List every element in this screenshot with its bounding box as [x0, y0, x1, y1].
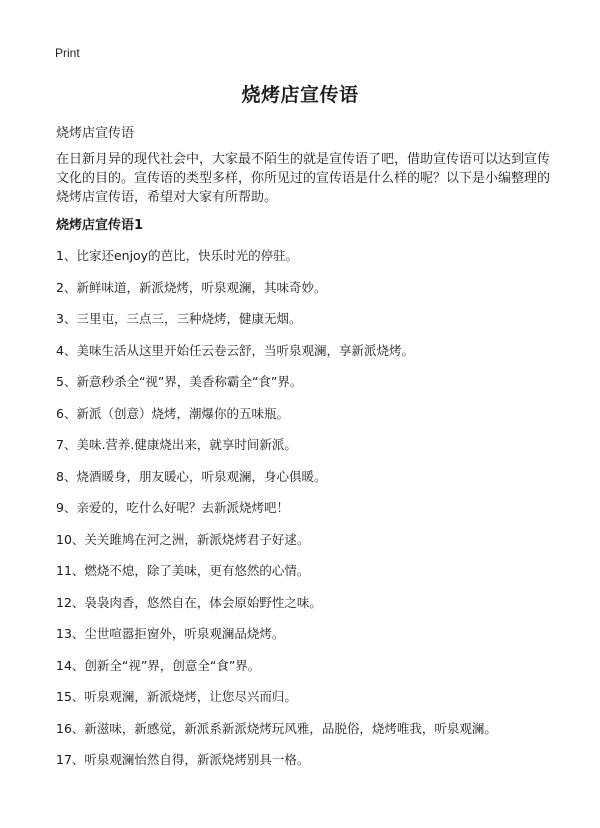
list-item: 17、听泉观澜怡然自得，新派烧烤别具一格。	[56, 752, 310, 767]
list-item: 1、比家还enjoy的芭比，快乐时光的停驻。	[56, 248, 299, 263]
list-item: 10、关关雎鸠在河之洲，新派烧烤君子好逑。	[56, 531, 310, 547]
list-item: 15、听泉观澜，新派烧烤，让您尽兴而归。	[56, 689, 297, 704]
list-item: 9、亲爱的，吃什么好呢？去新派烧烤吧！	[56, 500, 289, 515]
slogan-list	[56, 246, 566, 782]
list-item: 13、尘世喧嚣拒窗外，听泉观澜品烧烤。	[56, 626, 285, 641]
list-item: 5、新意秒杀全“视”界，美香称霸全“食”界。	[56, 374, 303, 389]
list-item: 14、创新全“视”界，创意全“食”界。	[56, 657, 261, 673]
intro-paragraph: 在日新月异的现代社会中，大家最不陌生的就是宣传语了吧，借助宣传语可以达到宣传文化的目的。宣传语的类型多样，你所见过的宣传语是什么样的呢？以下是小编整理的烧烤店宣传语，希望对大家有所帮助。	[56, 152, 551, 205]
list-item: 3、三里屯，三点三，三种烧烤，健康无烟。	[56, 311, 302, 326]
list-item: 6、新派（创意）烧烤，潮爆你的五味瓶。	[56, 405, 289, 421]
section-heading: 烧烤店宣传语1	[56, 218, 144, 233]
page-title: 烧烤店宣传语	[241, 84, 359, 106]
list-item: 2、新鲜味道，新派烧烤，听泉观澜，其味奇妙。	[56, 279, 327, 295]
list-item: 7、美味.营养.健康烧出来，就享时间新派。	[56, 437, 297, 452]
list-item: 8、烧酒暖身，朋友暖心，听泉观澜，身心俱暖。	[56, 468, 327, 484]
list-item: 11、燃烧不熄，除了美味，更有悠然的心情。	[56, 563, 310, 578]
list-item: 16、新滋味，新感觉，新派系新派烧烤玩风雅，品脱俗，烧烤唯我，听泉观澜。	[56, 720, 497, 736]
print-link[interactable]: Print	[55, 46, 80, 60]
list-item: 12、袅袅肉香，悠然自在，体会原始野性之味。	[56, 594, 322, 610]
list-item: 4、美味生活从这里开始任云卷云舒，当听泉观澜，享新派烧烤。	[56, 342, 414, 358]
document-subtitle: 烧烤店宣传语	[56, 126, 135, 141]
